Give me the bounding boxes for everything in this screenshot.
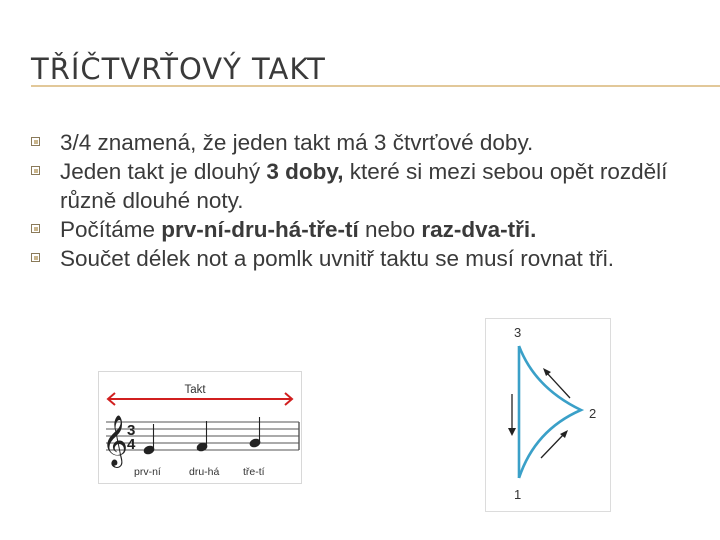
syllable-label: prv-ní	[134, 466, 161, 478]
bullet-text: Součet délek not a pomlk uvnitř taktu se musí rovnat tři.	[60, 246, 615, 271]
bullet-item	[31, 157, 691, 215]
bullet-checkbox-icon	[31, 137, 40, 146]
beat-label-2: 2	[589, 406, 597, 421]
conducting-pattern-diagram	[485, 318, 611, 512]
bullet-list	[31, 128, 691, 273]
title-underline	[31, 85, 720, 87]
bullet-item	[31, 128, 691, 157]
bullet-bold-text: raz-dva-tři.	[421, 217, 537, 242]
bullet-bold-text: 3 doby,	[266, 159, 344, 184]
bullet-checkbox-icon	[31, 224, 40, 233]
bullet-checkbox-icon	[31, 166, 40, 175]
bullet-item	[31, 244, 691, 273]
measure-diagram	[98, 371, 302, 484]
bullet-text: které si mezi sebou opět rozdělí různě dlouhé noty.	[60, 159, 668, 213]
time-signature-top: 3	[127, 422, 136, 439]
bullet-text: 3/4 znamená, že jeden takt má 3 čtvrťové doby.	[60, 130, 534, 155]
syllable-label: dru-há	[189, 466, 220, 478]
treble-clef-icon: 𝄞	[102, 416, 129, 465]
bullet-item	[31, 215, 691, 244]
time-signature-bottom: 4	[127, 436, 136, 453]
bullet-text: Počítáme	[60, 217, 162, 242]
syllable-label: tře-tí	[243, 466, 265, 478]
bullet-checkbox-icon	[31, 253, 40, 262]
bullet-text: nebo	[358, 217, 422, 242]
measure-label: Takt	[184, 384, 206, 396]
beat-label-1: 1	[514, 487, 522, 502]
bullet-text: Jeden takt je dlouhý	[60, 159, 267, 184]
beat-label-3: 3	[514, 325, 522, 340]
bullet-bold-text: prv-ní-dru-há-tře-tí	[161, 217, 359, 242]
slide-title: TŘÍČTVRŤOVÝ TAKT	[31, 52, 326, 86]
